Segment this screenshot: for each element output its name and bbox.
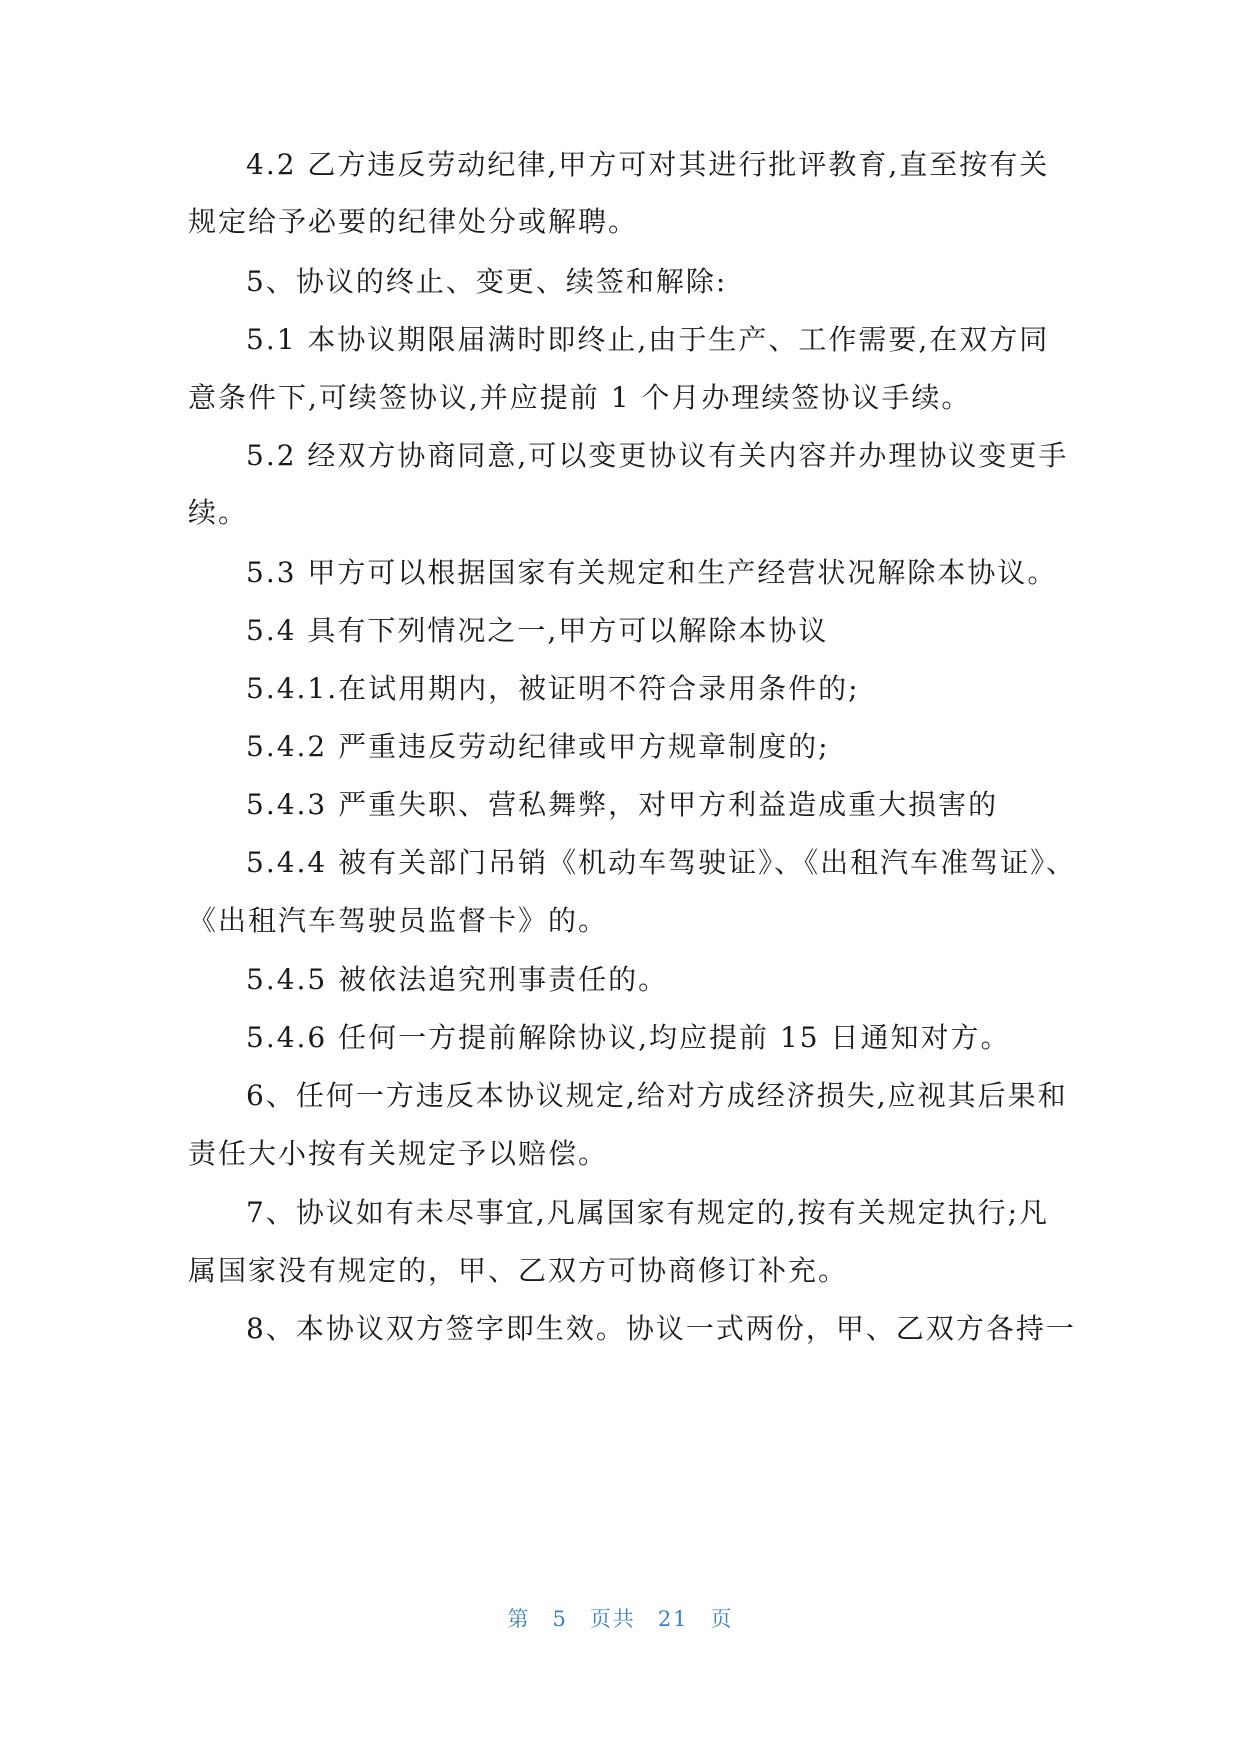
paragraph-line: 8、本协议双方签字即生效。协议一式两份，甲、乙双方各持一 (246, 1312, 1076, 1345)
paragraph-line: 责任大小按有关规定予以赔偿。 (188, 1137, 609, 1170)
footer-page-number: 5 (552, 1607, 568, 1631)
footer-prefix: 第 (507, 1607, 531, 1631)
paragraph-line: 5.4 具有下列情况之一,甲方可以解除本协议 (246, 614, 829, 647)
paragraph-line: 5、协议的终止、变更、续签和解除: (246, 265, 728, 298)
paragraph-line: 5.4.4 被有关部门吊销《机动车驾驶证》、《出租汽车准驾证》、 (246, 846, 1077, 879)
paragraph-line: 意条件下,可续签协议,并应提前 1 个月办理续签协议手续。 (188, 381, 972, 414)
paragraph-line: 规定给予必要的纪律处分或解聘。 (188, 205, 639, 238)
paragraph-line: 5.4.1.在试用期内，被证明不符合录用条件的; (246, 672, 860, 705)
paragraph-line: 续。 (188, 496, 249, 529)
footer-total-pages: 21 (657, 1607, 689, 1631)
footer-middle: 页共 (589, 1607, 636, 1631)
paragraph-line: 5.3 甲方可以根据国家有关规定和生产经营状况解除本协议。 (246, 556, 1058, 589)
paragraph-line: 4.2 乙方违反劳动纪律,甲方可对其进行批评教育,直至按有关 (246, 148, 1050, 181)
paragraph-line: 7、协议如有未尽事宜,凡属国家有规定的,按有关规定执行;凡 (246, 1196, 1050, 1229)
paragraph-line: 5.4.6 任何一方提前解除协议,均应提前 15 日通知对方。 (246, 1021, 1011, 1054)
footer-suffix: 页 (710, 1607, 734, 1631)
paragraph-line: 属国家没有规定的，甲、乙双方可协商修订补充。 (188, 1254, 849, 1287)
paragraph-line: 5.4.2 严重违反劳动纪律或甲方规章制度的; (246, 730, 830, 763)
paragraph-line: 5.1 本协议期限届满时即终止,由于生产、工作需要,在双方同 (246, 323, 1050, 356)
page-footer (0, 1603, 1241, 1633)
paragraph-line: 5.4.3 严重失职、营私舞弊，对甲方利益造成重大损害的 (246, 788, 999, 821)
paragraph-line: 《出租汽车驾驶员监督卡》的。 (188, 904, 609, 937)
paragraph-line: 5.2 经双方协商同意,可以变更协议有关内容并办理协议变更手 (246, 439, 1069, 472)
paragraph-line: 5.4.5 被依法追究刑事责任的。 (246, 963, 669, 996)
paragraph-line: 6、任何一方违反本协议规定,给对方成经济损失,应视其后果和 (246, 1079, 1068, 1112)
